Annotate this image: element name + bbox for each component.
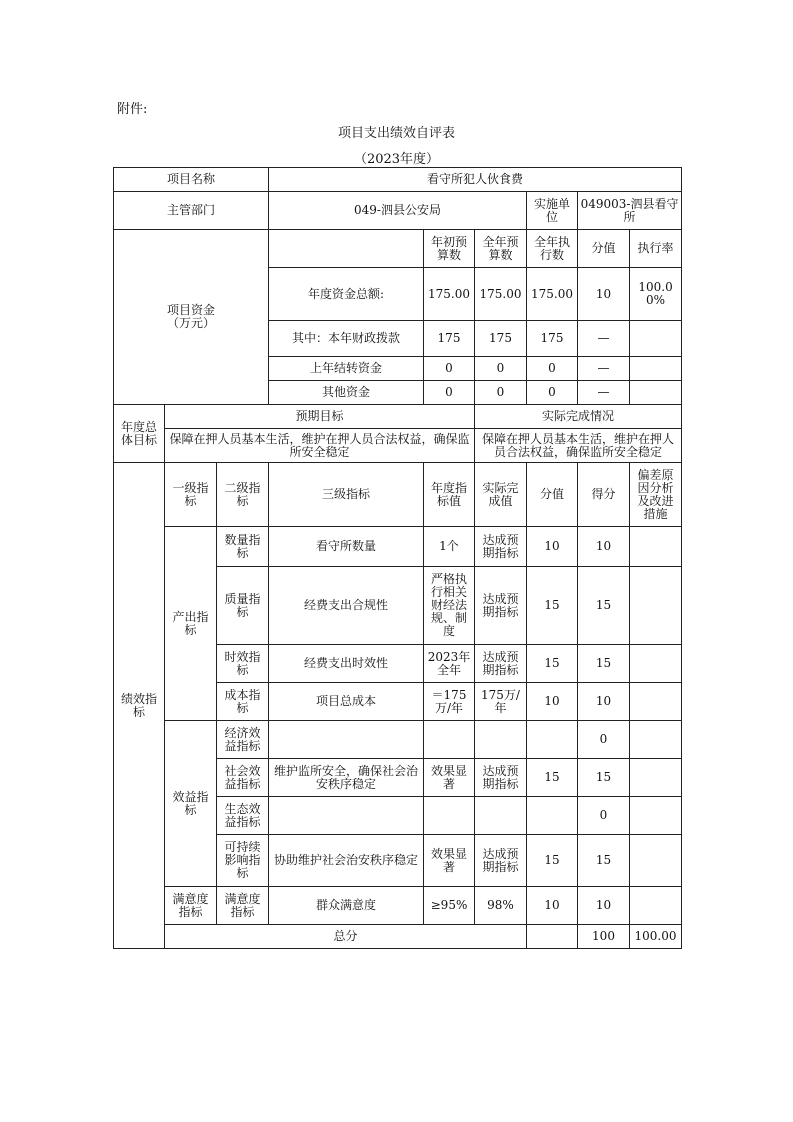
l2-cell: 可持续影响指标 (217, 835, 269, 887)
page-title: 项目支出绩效自评表 (337, 126, 455, 141)
expected-goal-text: 保障在押人员基本生活，维护在押人员合法权益，确保监所安全稳定 (165, 429, 475, 463)
got-cell: 15 (578, 835, 630, 887)
funds-cell: 100.00% (630, 268, 682, 321)
project-name-label: 项目名称 (114, 168, 269, 192)
score-cell (527, 721, 578, 759)
l3-cell: 维护监所安全，确保社会治安秩序稳定 (269, 759, 424, 797)
l3-cell: 经费支出合规性 (269, 567, 424, 645)
actual-cell: 175万/年 (475, 683, 527, 721)
score-cell: 10 (527, 683, 578, 721)
l2-cell: 质量指标 (217, 567, 269, 645)
l2-cell: 时效指标 (217, 645, 269, 683)
funds-cell: 0 (527, 357, 578, 381)
target-cell: 1个 (424, 527, 475, 567)
l3-cell: 协助维护社会治安秩序稳定 (269, 835, 424, 887)
funds-header: 分值 (578, 230, 630, 268)
actual-completion-label: 实际完成情况 (475, 405, 682, 429)
funds-cell (630, 381, 682, 405)
l2-cell: 生态效益指标 (217, 797, 269, 835)
funds-cell: 175.00 (527, 268, 578, 321)
funds-cell: 175.00 (424, 268, 475, 321)
target-cell: 2023年全年 (424, 645, 475, 683)
indicator-header: 年度指标值 (424, 463, 475, 527)
deviation-cell (630, 527, 682, 567)
indicator-header: 分值 (527, 463, 578, 527)
deviation-cell (630, 683, 682, 721)
deviation-cell (630, 835, 682, 887)
actual-cell (475, 797, 527, 835)
output-indicator-label: 产出指标 (165, 527, 217, 721)
project-name-value: 看守所犯人伙食费 (269, 168, 682, 192)
dept-value: 049-泗县公安局 (269, 192, 527, 230)
l3-cell: 看守所数量 (269, 527, 424, 567)
l2-cell: 成本指标 (217, 683, 269, 721)
actual-cell: 达成预期指标 (475, 835, 527, 887)
target-cell (424, 721, 475, 759)
got-cell: 0 (578, 721, 630, 759)
funds-cell: 175.00 (475, 268, 527, 321)
l3-cell: 经费支出时效性 (269, 645, 424, 683)
funds-cell (630, 357, 682, 381)
funds-cell: 0 (424, 357, 475, 381)
actual-cell: 达成预期指标 (475, 567, 527, 645)
indicator-header: 二级指标 (217, 463, 269, 527)
funds-cell: — (578, 357, 630, 381)
deviation-cell (630, 721, 682, 759)
l3-cell (269, 797, 424, 835)
got-cell: 10 (578, 887, 630, 925)
l2-cell: 数量指标 (217, 527, 269, 567)
funds-cell: 0 (475, 357, 527, 381)
target-cell: 效果显著 (424, 759, 475, 797)
satisfaction-indicator-label: 满意度指标 (165, 887, 217, 925)
total-blank (527, 925, 578, 949)
funds-row-label: 其中：本年财政拨款 (269, 321, 424, 357)
unit-value: 049003-泗县看守所 (578, 192, 682, 230)
funds-cell: 175 (475, 321, 527, 357)
annual-goal-label: 年度总体目标 (114, 405, 165, 463)
got-cell: 10 (578, 527, 630, 567)
target-cell: 严格执行相关财经法规、制度 (424, 567, 475, 645)
l2-cell: 经济效益指标 (217, 721, 269, 759)
total-got: 100.00 (630, 925, 682, 949)
funds-cell: 0 (527, 381, 578, 405)
year-label: （2023年度） (353, 152, 440, 167)
deviation-cell (630, 645, 682, 683)
funds-cell: — (578, 321, 630, 357)
target-cell: 效果显著 (424, 835, 475, 887)
funds-cell: 0 (424, 381, 475, 405)
funds-cell: 175 (424, 321, 475, 357)
indicator-header: 实际完成值 (475, 463, 527, 527)
target-cell: ≥95% (424, 887, 475, 925)
unit-label: 实施单位 (527, 192, 578, 230)
got-cell: 0 (578, 797, 630, 835)
funds-header-blank (269, 230, 424, 268)
actual-cell: 达成预期指标 (475, 527, 527, 567)
funds-cell (630, 321, 682, 357)
actual-cell: 达成预期指标 (475, 645, 527, 683)
actual-completion-text: 保障在押人员基本生活，维护在押人员合法权益，确保监所安全稳定 (475, 429, 682, 463)
actual-cell: 98% (475, 887, 527, 925)
l2-cell: 满意度指标 (217, 887, 269, 925)
actual-cell (475, 721, 527, 759)
deviation-cell (630, 887, 682, 925)
got-cell: 15 (578, 567, 630, 645)
actual-cell: 达成预期指标 (475, 759, 527, 797)
score-cell: 15 (527, 759, 578, 797)
score-cell: 10 (527, 527, 578, 567)
indicator-header: 一级指标 (165, 463, 217, 527)
got-cell: 15 (578, 759, 630, 797)
l3-cell (269, 721, 424, 759)
target-cell: ＝175万/年 (424, 683, 475, 721)
funds-header: 全年执行数 (527, 230, 578, 268)
funds-header: 执行率 (630, 230, 682, 268)
indicator-header: 得分 (578, 463, 630, 527)
dept-label: 主管部门 (114, 192, 269, 230)
score-cell: 15 (527, 567, 578, 645)
expected-goal-label: 预期目标 (165, 405, 475, 429)
score-cell (527, 797, 578, 835)
total-label: 总分 (165, 925, 527, 949)
funds-cell: 10 (578, 268, 630, 321)
deviation-cell (630, 567, 682, 645)
attachment-label: 附件: (117, 102, 148, 117)
funds-cell: 175 (527, 321, 578, 357)
funds-header: 年初预算数 (424, 230, 475, 268)
funds-label: 项目资金 （万元） (114, 230, 269, 405)
l3-cell: 群众满意度 (269, 887, 424, 925)
evaluation-table (113, 167, 682, 949)
l2-cell: 社会效益指标 (217, 759, 269, 797)
l3-cell: 项目总成本 (269, 683, 424, 721)
total-score: 100 (578, 925, 630, 949)
indicator-header: 三级指标 (269, 463, 424, 527)
score-cell: 15 (527, 835, 578, 887)
performance-indicator-label: 绩效指标 (114, 463, 165, 949)
got-cell: 10 (578, 683, 630, 721)
funds-row-label: 年度资金总额: (269, 268, 424, 321)
indicator-header: 偏差原因分析及改进措施 (630, 463, 682, 527)
got-cell: 15 (578, 645, 630, 683)
funds-row-label: 其他资金 (269, 381, 424, 405)
score-cell: 15 (527, 645, 578, 683)
deviation-cell (630, 797, 682, 835)
deviation-cell (630, 759, 682, 797)
funds-cell: — (578, 381, 630, 405)
funds-cell: 0 (475, 381, 527, 405)
funds-row-label: 上年结转资金 (269, 357, 424, 381)
score-cell: 10 (527, 887, 578, 925)
funds-header: 全年预算数 (475, 230, 527, 268)
benefit-indicator-label: 效益指标 (165, 721, 217, 887)
target-cell (424, 797, 475, 835)
